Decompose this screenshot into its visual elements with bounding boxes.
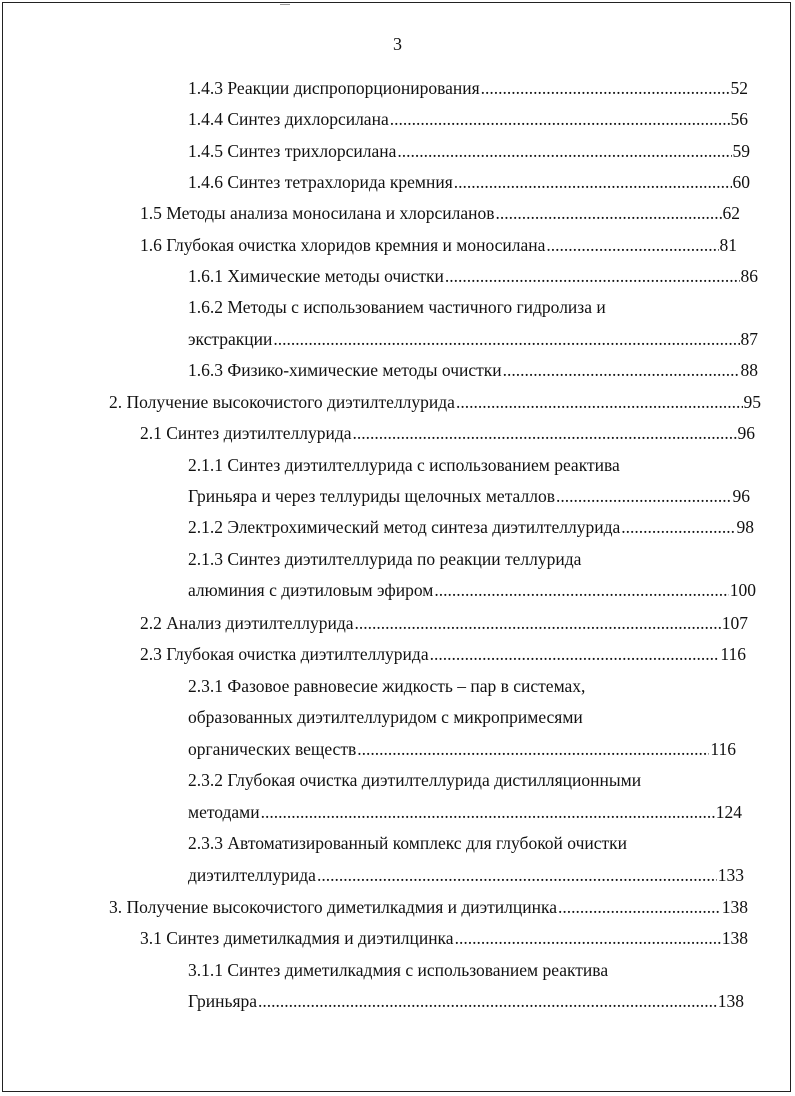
toc-title: 1.4.6 Синтез тетрахлорида кремния bbox=[188, 172, 453, 192]
toc-page: 88 bbox=[740, 360, 758, 380]
toc-leader bbox=[317, 864, 717, 886]
toc-entry bbox=[140, 422, 755, 444]
toc-leader bbox=[353, 422, 737, 444]
toc-page: 56 bbox=[730, 109, 748, 129]
toc-leader bbox=[397, 140, 731, 162]
toc-entry bbox=[188, 990, 744, 1012]
toc-title-continued: 2.1.1 Синтез диэтилтеллурида с использованием реактива bbox=[188, 455, 620, 475]
toc-title: 2.1 Синтез диэтилтеллурида bbox=[140, 423, 352, 443]
toc-leader bbox=[434, 579, 728, 601]
toc-leader bbox=[273, 328, 739, 350]
toc-page: 138 bbox=[721, 928, 748, 948]
toc-page: 86 bbox=[740, 266, 758, 286]
toc-leader bbox=[355, 612, 721, 634]
toc-page: 59 bbox=[732, 141, 750, 161]
toc-leader bbox=[430, 643, 720, 665]
toc-title: алюминия с диэтиловым эфиром bbox=[188, 580, 434, 600]
toc-page: 96 bbox=[737, 423, 755, 443]
toc-title: 3.1 Синтез диметилкадмия и диэтилцинка bbox=[140, 928, 454, 948]
toc-leader bbox=[546, 234, 718, 256]
toc-leader bbox=[357, 738, 709, 760]
toc-page: 60 bbox=[732, 172, 750, 192]
toc-entry bbox=[109, 896, 748, 918]
toc-page: 96 bbox=[732, 486, 750, 506]
page-number: 3 bbox=[393, 34, 402, 54]
toc-title: экстракции bbox=[188, 329, 273, 349]
toc-page: 116 bbox=[720, 644, 746, 664]
toc-leader bbox=[258, 990, 717, 1012]
toc-entry bbox=[188, 77, 748, 99]
toc-title-continued: 2.3.3 Автоматизированный комплекс для глубокой очистки bbox=[188, 833, 628, 853]
toc-page: 116 bbox=[710, 739, 736, 759]
toc-leader bbox=[454, 171, 732, 193]
toc-title: 2.1.2 Электрохимический метод синтеза диэтилтеллурида bbox=[188, 517, 621, 537]
toc-page: 81 bbox=[719, 235, 737, 255]
toc-title: диэтилтеллурида bbox=[188, 865, 316, 885]
toc-title-continued: 2.1.3 Синтез диэтилтеллурида по реакции теллурида bbox=[188, 549, 582, 569]
toc-leader bbox=[503, 359, 740, 381]
toc-title-continued: 1.6.2 Методы с использованием частичного гидролиза и bbox=[188, 297, 606, 317]
scan-mark bbox=[280, 4, 290, 5]
toc-entry bbox=[188, 359, 758, 381]
toc-leader bbox=[445, 265, 740, 287]
toc-page: 138 bbox=[721, 897, 748, 917]
toc-leader bbox=[558, 896, 721, 918]
toc-title: 1.6.3 Физико-химические методы очистки bbox=[188, 360, 502, 380]
toc-leader bbox=[621, 516, 735, 538]
toc-leader bbox=[556, 485, 732, 507]
toc-page: 124 bbox=[715, 802, 742, 822]
toc-entry bbox=[188, 516, 754, 538]
toc-entry bbox=[109, 391, 761, 413]
toc-title-continued: 2.3.1 Фазовое равновесие жидкость – пар в системах, bbox=[188, 676, 586, 696]
toc-leader bbox=[456, 391, 743, 413]
toc-page: 98 bbox=[736, 517, 754, 537]
toc-title: 1.5 Методы анализа моносилана и хлорсиланов bbox=[140, 203, 495, 223]
toc-title: 2.2 Анализ диэтилтеллурида bbox=[140, 613, 354, 633]
toc-leader bbox=[481, 77, 730, 99]
toc-entry bbox=[188, 108, 748, 130]
toc-entry bbox=[140, 234, 737, 256]
toc-title-continued: образованных диэтилтеллуридом с микропримесями bbox=[188, 707, 583, 727]
toc-page: 100 bbox=[729, 580, 756, 600]
toc-title: методами bbox=[188, 802, 260, 822]
toc-entry bbox=[140, 202, 740, 224]
toc-title: Гриньяра и через теллуриды щелочных металлов bbox=[188, 486, 555, 506]
toc-title: 3. Получение высокочистого диметилкадмия и диэтилцинка bbox=[109, 897, 557, 917]
toc-title: 1.4.4 Синтез дихлорсилана bbox=[188, 109, 389, 129]
toc-leader bbox=[261, 801, 715, 823]
toc-entry bbox=[188, 328, 758, 350]
toc-title: 1.6 Глубокая очистка хлоридов кремния и моносилана bbox=[140, 235, 546, 255]
toc-entry bbox=[188, 265, 758, 287]
toc-entry bbox=[188, 485, 750, 507]
toc-title: 2. Получение высокочистого диэтилтеллурида bbox=[109, 392, 455, 412]
toc-entry bbox=[188, 738, 736, 760]
toc-page: 52 bbox=[730, 78, 748, 98]
toc-entry bbox=[140, 612, 748, 634]
toc-page: 62 bbox=[722, 203, 740, 223]
toc-page: 133 bbox=[717, 865, 744, 885]
toc-title: 1.4.5 Синтез трихлорсилана bbox=[188, 141, 397, 161]
toc-entry bbox=[188, 864, 744, 886]
toc-leader bbox=[390, 108, 730, 130]
toc-title: 1.4.3 Реакции диспропорционирования bbox=[188, 78, 480, 98]
toc-leader bbox=[496, 202, 722, 224]
toc-page: 87 bbox=[740, 329, 758, 349]
toc-leader bbox=[455, 927, 721, 949]
toc-title-continued: 2.3.2 Глубокая очистка диэтилтеллурида дистилляционными bbox=[188, 770, 642, 790]
toc-entry bbox=[140, 927, 748, 949]
toc-title: 1.6.1 Химические методы очистки bbox=[188, 266, 444, 286]
toc-entry bbox=[188, 579, 756, 601]
toc-title: 2.3 Глубокая очистка диэтилтеллурида bbox=[140, 644, 429, 664]
toc-entry bbox=[188, 801, 742, 823]
toc-page: 107 bbox=[721, 613, 748, 633]
toc-entry bbox=[140, 643, 746, 665]
toc-entry bbox=[188, 171, 750, 193]
toc-entry bbox=[188, 140, 750, 162]
toc-title-continued: 3.1.1 Синтез диметилкадмия с использованием реактива bbox=[188, 960, 609, 980]
toc-page: 138 bbox=[717, 991, 744, 1011]
toc-title: Гриньяра bbox=[188, 991, 258, 1011]
toc-page: 95 bbox=[743, 392, 761, 412]
toc-title: органических веществ bbox=[188, 739, 357, 759]
